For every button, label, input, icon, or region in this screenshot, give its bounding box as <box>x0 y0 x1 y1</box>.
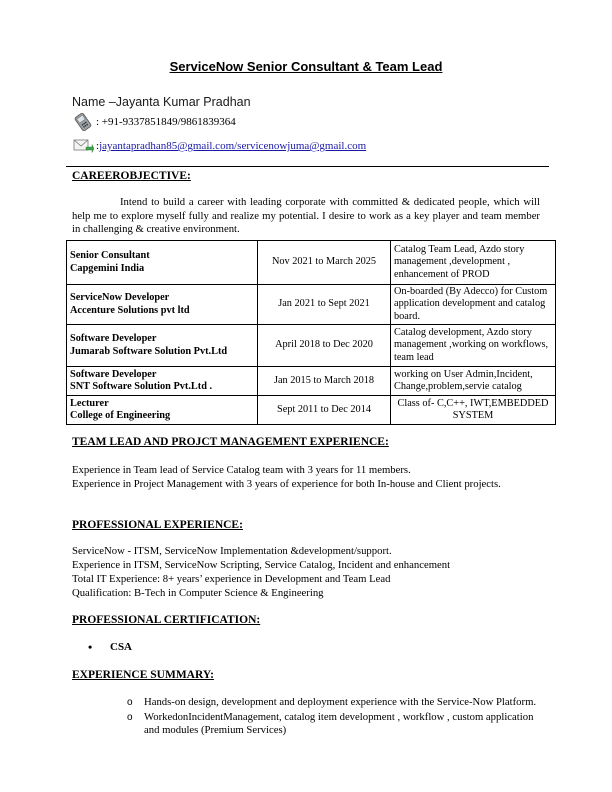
professional-experience-line: Total IT Experience: 8+ years’ experience in Development and Team Lead <box>72 573 391 585</box>
professional-experience-heading: PROFESSIONAL EXPERIENCE: <box>72 519 243 531</box>
role: Lecturer <box>70 397 109 409</box>
role-company-cell <box>67 325 258 367</box>
email-row <box>72 137 366 155</box>
experience-table <box>66 240 556 425</box>
period: Jan 2021 to Sept 2021 <box>258 285 391 325</box>
experience-row <box>67 396 556 425</box>
experience-row <box>67 325 556 367</box>
role: Software Developer <box>70 333 157 344</box>
email-link[interactable]: jayantapradhan85@gmail.com/servicenowjuma@gmail.com <box>99 140 367 152</box>
professional-experience-line: ServiceNow - ITSM, ServiceNow Implementation &development/support. <box>72 545 392 557</box>
details: Catalog development, Azdo story management ,working on workflows, team lead <box>391 325 556 367</box>
details: Catalog Team Lead, Azdo story management ,development , enhancement of PROD <box>391 241 556 285</box>
role-company-cell <box>67 285 258 325</box>
company: SNT Software Solution Pvt.Ltd . <box>70 381 213 392</box>
team-lead-heading: TEAM LEAD AND PROJCT MANAGEMENT EXPERIENCE: <box>72 436 389 448</box>
experience-row <box>67 285 556 325</box>
candidate-name: Name –Jayanta Kumar Pradhan <box>72 95 251 109</box>
phone-row <box>72 113 236 131</box>
team-lead-line-2: Experience in Project Management with 3 years of experience for both In-house and Client projects. <box>72 478 501 490</box>
company: Accenture Solutions pvt ltd <box>70 304 190 316</box>
mobile-phone-icon <box>72 113 94 131</box>
role: Software Developer <box>70 368 157 380</box>
career-objective-text: Intend to build a career with leading corporate with committed & dedicated people, which will help me to explore myself fully and realize my potential. I desire to work as a key player and team member in challenging & creative environment. <box>72 196 540 236</box>
certification-list <box>72 641 132 653</box>
period: Jan 2015 to March 2018 <box>258 367 391 396</box>
experience-row <box>67 241 556 285</box>
experience-summary-list <box>72 696 540 739</box>
professional-experience-line: Qualification: B-Tech in Computer Science & Engineering <box>72 587 324 599</box>
certification-item: • CSA <box>72 641 132 653</box>
details: Class of- C,C++, IWT,EMBEDDED SYSTEM <box>391 396 556 425</box>
details: working on User Admin,Incident, Change,problem,servie catalog <box>391 367 556 396</box>
email-prefix: : <box>96 140 100 152</box>
summary-item: o WorkedonIncidentManagement, catalog item development , workflow , custom application and modules (Premium Services) <box>72 711 540 738</box>
details: On-boarded (By Adecco) for Custom application development and catalog board. <box>391 285 556 325</box>
email-envelope-icon <box>72 137 94 155</box>
period: Sept 2011 to Dec 2014 <box>258 396 391 425</box>
document-title: ServiceNow Senior Consultant & Team Lead <box>169 59 443 74</box>
header-divider <box>66 166 549 167</box>
period: Nov 2021 to March 2025 <box>258 241 391 285</box>
company: Capgemini India <box>70 262 145 274</box>
phone-number: : +91-9337851849/9861839364 <box>96 116 236 128</box>
company: College of Engineering <box>70 410 171 421</box>
experience-row <box>67 367 556 396</box>
role-company-cell <box>67 396 258 425</box>
period: April 2018 to Dec 2020 <box>258 325 391 367</box>
role-company-cell <box>67 367 258 396</box>
role: Senior Consultant <box>70 250 150 261</box>
team-lead-line-1: Experience in Team lead of Service Catalog team with 3 years for 11 members. <box>72 464 411 476</box>
certification-heading: PROFESSIONAL CERTIFICATION: <box>72 614 261 626</box>
professional-experience-line: Experience in ITSM, ServiceNow Scripting, Service Catalog, Incident and enhancement <box>72 559 451 571</box>
summary-item: o Hands-on design, development and deployment experience with the Service-Now Platform. <box>72 696 540 710</box>
company: Jumarab Software Solution Pvt.Ltd <box>70 345 228 357</box>
role-company-cell <box>67 241 258 285</box>
experience-summary-heading: EXPERIENCE SUMMARY: <box>72 669 214 681</box>
career-objective-heading: CAREEROBJECTIVE: <box>72 170 191 182</box>
role: ServiceNow Developer <box>70 292 170 303</box>
